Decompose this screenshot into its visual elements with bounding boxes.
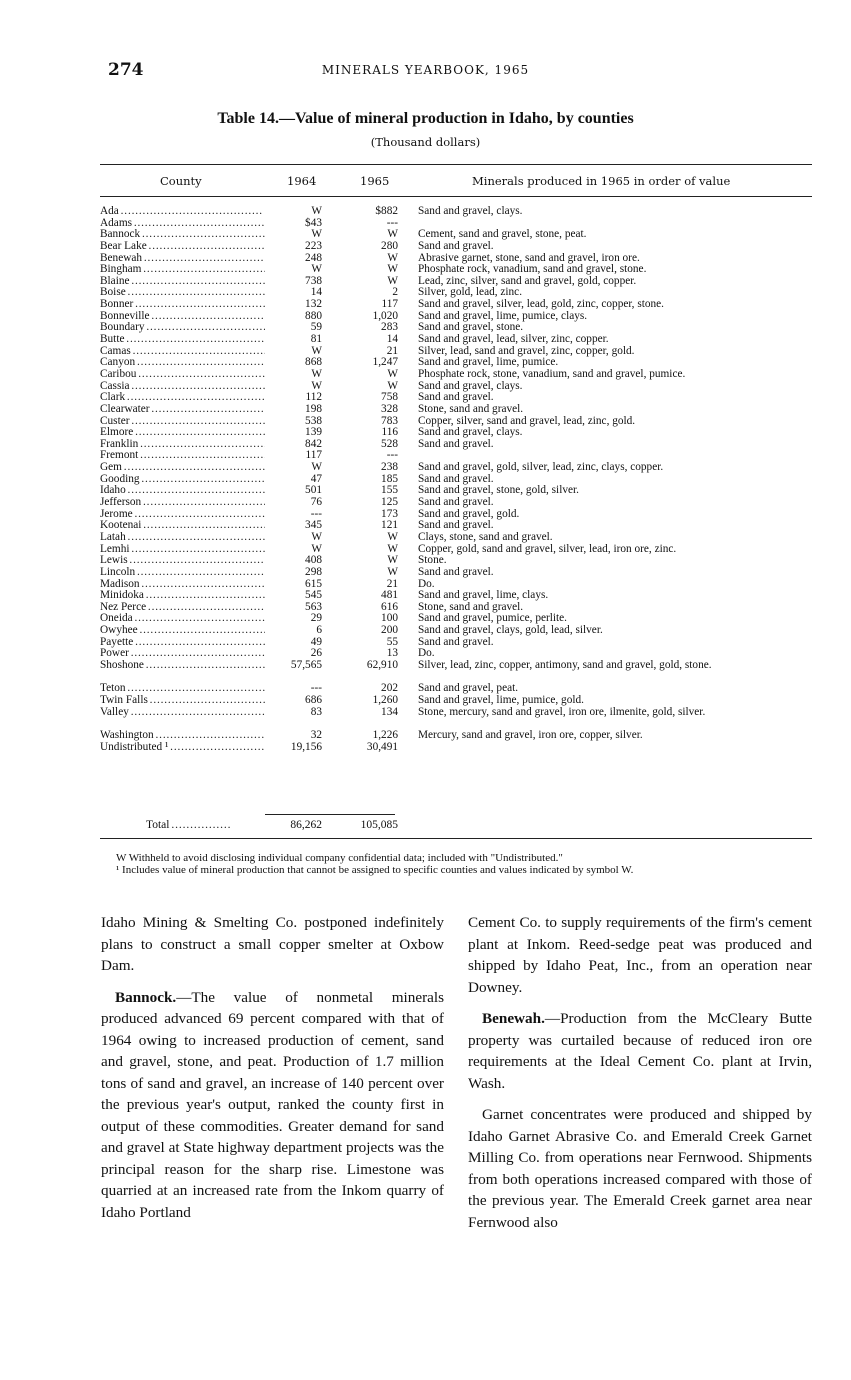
cell-1964: 842: [305, 437, 322, 450]
cell-minerals: Sand and gravel.: [418, 391, 494, 404]
table-body: [100, 206, 812, 753]
cell-1965: W: [387, 228, 398, 241]
table-row: [100, 742, 812, 754]
cell-county: Twin Falls . . .: [100, 695, 265, 707]
cell-1965: 116: [381, 426, 398, 439]
table-row: [100, 334, 812, 346]
cell-1965: 1,020: [372, 309, 398, 322]
cell-minerals: Do.: [418, 577, 435, 590]
cell-1965: 155: [381, 484, 398, 497]
cell-county: Gooding . . .: [100, 474, 265, 486]
cell-1964: 14: [310, 286, 322, 299]
cell-minerals: Sand and gravel, lime, pumice, clays.: [418, 309, 588, 322]
running-head: MINERALS YEARBOOK, 1965: [321, 63, 530, 77]
cell-county: Bonner . . .: [100, 299, 265, 311]
cell-county: Cassia . . .: [100, 381, 265, 393]
cell-county: Camas . . .: [100, 346, 265, 358]
cell-1964: 49: [310, 635, 322, 648]
cell-1964: 545: [305, 589, 322, 602]
paragraph-text: —Production from the McCleary Butte property was curtailed because of reduced iron ore requirements at the Ideal Cement Co. plant at Irvin, Wash.: [468, 1010, 812, 1092]
cell-1965: 121: [381, 519, 398, 532]
cell-minerals: Sand and gravel, gold.: [418, 507, 520, 520]
cell-minerals: Sand and gravel.: [418, 239, 494, 252]
cell-county: Undistributed ¹ . . .: [100, 742, 265, 754]
column-header-1965: 1965: [360, 174, 390, 188]
cell-minerals: Sand and gravel, clays.: [418, 426, 523, 439]
cell-1964: W: [311, 367, 322, 380]
cell-1965: 55: [386, 635, 398, 648]
cell-1965: 758: [381, 391, 398, 404]
table-row: [100, 637, 812, 649]
table-top-rule: [100, 164, 812, 165]
cell-1964: 538: [305, 414, 322, 427]
cell-1964: ---: [310, 507, 322, 520]
section-heading: Benewah.: [482, 1010, 545, 1027]
cell-1965: 328: [381, 402, 398, 415]
cell-1965: 100: [381, 612, 398, 625]
cell-1965: 13: [386, 647, 398, 660]
cell-minerals: Sand and gravel, gold, silver, lead, zinc, clays, copper.: [418, 461, 664, 474]
cell-1964: 248: [305, 251, 322, 264]
cell-1965: W: [387, 367, 398, 380]
cell-minerals: Sand and gravel.: [418, 519, 494, 532]
footnote-1: ¹ Includes value of mineral production that cannot be assigned to specific counties and values indicated by symbol W.: [116, 864, 634, 876]
body-column-right: [468, 912, 812, 1243]
table-header-rule: [100, 196, 812, 197]
column-header-county: County: [160, 174, 202, 188]
cell-county: Valley . . .: [100, 707, 265, 719]
cell-minerals: Silver, gold, lead, zinc.: [418, 286, 523, 299]
cell-minerals: Cement, sand and gravel, stone, peat.: [418, 228, 587, 241]
cell-minerals: Stone, sand and gravel.: [418, 600, 524, 613]
cell-county: Madison . . .: [100, 579, 265, 591]
table-row: [100, 241, 812, 253]
cell-minerals: Silver, lead, sand and gravel, zinc, copper, gold.: [418, 344, 635, 357]
cell-1965: 280: [381, 239, 398, 252]
cell-1965: 1,247: [372, 356, 398, 369]
cell-county: Bannock . . .: [100, 229, 265, 241]
cell-county: Franklin . . .: [100, 439, 265, 451]
cell-1965: 283: [381, 321, 398, 334]
cell-1965: 238: [381, 461, 398, 474]
cell-minerals: Copper, silver, sand and gravel, lead, zinc, gold.: [418, 414, 636, 427]
cell-1965: ---: [386, 216, 398, 229]
cell-minerals: Stone, sand and gravel.: [418, 402, 524, 415]
cell-1965: W: [387, 565, 398, 578]
paragraph-bannock: [101, 987, 444, 1224]
cell-minerals: Sand and gravel, stone, gold, silver.: [418, 484, 579, 497]
cell-1964: 408: [305, 554, 322, 567]
cell-county: Gem . . .: [100, 462, 265, 474]
cell-1965: ---: [386, 449, 398, 462]
cell-1964: ---: [310, 682, 322, 695]
cell-county: Bear Lake . . .: [100, 241, 265, 253]
cell-county: Lincoln . . .: [100, 567, 265, 579]
table-row: [100, 695, 812, 707]
cell-county: Ada . . .: [100, 206, 265, 218]
cell-1965: 185: [381, 472, 398, 485]
cell-1964: 19,156: [290, 740, 322, 753]
cell-1964: W: [311, 228, 322, 241]
cell-1964: W: [311, 344, 322, 357]
cell-county: Caribou . . .: [100, 369, 265, 381]
cell-1964: W: [311, 530, 322, 543]
paragraph: Cement Co. to supply requirements of the firm's cement plant at Inkom. Reed-sedge peat was produced and shipped by Idaho Peat, Inc., from an operation near Downey.: [468, 914, 812, 996]
cell-1965: 21: [386, 344, 398, 357]
cell-1965: 2: [392, 286, 398, 299]
cell-county: Fremont . . .: [100, 450, 265, 462]
cell-county: Boise . . .: [100, 287, 265, 299]
cell-county: Lewis . . .: [100, 555, 265, 567]
cell-1965: 125: [381, 496, 398, 509]
cell-1964: W: [311, 542, 322, 555]
cell-minerals: Clays, stone, sand and gravel.: [418, 530, 553, 543]
cell-1964: 81: [310, 333, 322, 346]
cell-1964: 686: [305, 693, 322, 706]
cell-1964: W: [311, 205, 322, 217]
cell-minerals: Sand and gravel, lead, silver, zinc, copper.: [418, 333, 609, 346]
cell-1964: 59: [310, 321, 322, 334]
cell-minerals: Stone, mercury, sand and gravel, iron ore, ilmenite, gold, silver.: [418, 705, 706, 718]
cell-minerals: Silver, lead, zinc, copper, antimony, sand and gravel, gold, stone.: [418, 658, 712, 671]
cell-minerals: Sand and gravel, lime, pumice.: [418, 356, 559, 369]
cell-county: Nez Perce . . .: [100, 602, 265, 614]
cell-1965: W: [387, 274, 398, 287]
cell-county: Adams . . .: [100, 218, 265, 230]
cell-1964: 615: [305, 577, 322, 590]
cell-1964: W: [311, 263, 322, 276]
paragraph-benewah: [468, 1008, 812, 1094]
column-header-1964: 1964: [287, 174, 317, 188]
cell-1964: 47: [310, 472, 322, 485]
cell-county: Teton . . .: [100, 683, 265, 695]
table-title: Table 14.—Value of mineral production in Idaho, by counties: [217, 110, 634, 127]
cell-minerals: Sand and gravel, clays, gold, lead, silver.: [418, 624, 603, 637]
cell-minerals: Sand and gravel, pumice, perlite.: [418, 612, 568, 625]
cell-county: Payette . . .: [100, 637, 265, 649]
cell-1964: 117: [305, 449, 322, 462]
cell-1964: 29: [310, 612, 322, 625]
table-subtitle: (Thousand dollars): [370, 135, 481, 149]
cell-minerals: Sand and gravel, lime, pumice, gold.: [418, 693, 584, 706]
cell-1964: 345: [305, 519, 322, 532]
cell-1964: 198: [305, 402, 322, 415]
cell-1964: 57,565: [290, 658, 322, 671]
page-header: [108, 60, 743, 84]
cell-1964: 298: [305, 565, 322, 578]
cell-minerals: Lead, zinc, silver, sand and gravel, gold, copper.: [418, 274, 637, 287]
cell-county: Latah . . .: [100, 532, 265, 544]
cell-county: Power . . .: [100, 648, 265, 660]
cell-county: Minidoka . . .: [100, 590, 265, 602]
cell-minerals: Sand and gravel, clays.: [418, 205, 523, 217]
cell-county: Boundary . . .: [100, 322, 265, 334]
cell-1965: 616: [381, 600, 398, 613]
table-row: [100, 625, 812, 637]
cell-minerals: Sand and gravel, silver, lead, gold, zinc, copper, stone.: [418, 298, 664, 311]
cell-minerals: Sand and gravel.: [418, 496, 494, 509]
cell-1964: W: [311, 379, 322, 392]
cell-minerals: Sand and gravel, peat.: [418, 682, 519, 695]
cell-1964: 6: [316, 624, 322, 637]
cell-minerals: Sand and gravel, clays.: [418, 379, 523, 392]
cell-1964: 26: [310, 647, 322, 660]
cell-county: Kootenai . . .: [100, 520, 265, 532]
cell-minerals: Mercury, sand and gravel, iron ore, copper, silver.: [418, 728, 643, 741]
cell-1965: 30,491: [366, 740, 398, 753]
cell-county: Idaho . . .: [100, 485, 265, 497]
cell-minerals: Phosphate rock, vanadium, sand and gravel, stone.: [418, 263, 647, 276]
cell-1965: W: [387, 379, 398, 392]
table-bottom-rule: [100, 838, 812, 839]
footnote-w: W Withheld to avoid disclosing individual company confidential data; included with "Undistributed.": [116, 852, 563, 864]
table-row: [100, 730, 812, 742]
cell-minerals: Sand and gravel, stone.: [418, 321, 524, 334]
cell-1965: 134: [381, 705, 398, 718]
cell-1965: 21: [386, 577, 398, 590]
table-row: [100, 707, 812, 730]
cell-county: Butte . . .: [100, 334, 265, 346]
table-row: [100, 206, 812, 218]
cell-county: Oneida . . .: [100, 613, 265, 625]
cell-1964: 76: [310, 496, 322, 509]
paragraph: Garnet concentrates were produced and shipped by Idaho Garnet Abrasive Co. and Emerald Creek Garnet Milling Co. from operations near Fernwood. Shipments from both operations increased compared with those of the previous year. The Emerald Creek garnet area near Fernwood also: [468, 1106, 812, 1231]
cell-county: Benewah . . .: [100, 253, 265, 265]
cell-minerals: Sand and gravel.: [418, 635, 494, 648]
cell-1964: 563: [305, 600, 322, 613]
table-row: [100, 567, 812, 579]
total-label: Total . . .: [146, 819, 261, 831]
paragraph-text: —The value of nonmetal minerals produced advanced 69 percent compared with that of 1964 owing to increased production of cement, sand and gravel, stone, and peat. Production of 1.7 million tons of sand and gravel, an increase of 140 percent over the previous year's output, ranked the county first in output of these commodities. Greater demand for sand and gravel at State highway department projects was the principal reason for the sharp rise. Limestone was quarried at an increased rate from the Inkom quarry of Idaho Portland: [101, 988, 444, 1221]
cell-1964: 501: [305, 484, 322, 497]
page-number: 274: [108, 60, 144, 80]
cell-1964: 83: [310, 705, 322, 718]
cell-county: Jefferson . . .: [100, 497, 265, 509]
cell-minerals: Sand and gravel.: [418, 472, 494, 485]
cell-1964: 880: [305, 309, 322, 322]
table-row: [100, 462, 812, 474]
cell-1965: W: [387, 263, 398, 276]
table-row: [100, 497, 812, 509]
cell-1964: 112: [305, 391, 322, 404]
cell-minerals: Phosphate rock, stone, vanadium, sand and gravel, pumice.: [418, 367, 686, 380]
table-row: [100, 544, 812, 556]
cell-1965: 173: [381, 507, 398, 520]
cell-1965: 783: [381, 414, 398, 427]
cell-county: Clearwater . . .: [100, 404, 265, 416]
cell-county: Bingham . . .: [100, 264, 265, 276]
cell-county: Jerome . . .: [100, 509, 265, 521]
cell-1965: 202: [381, 682, 398, 695]
cell-1965: 62,910: [366, 658, 398, 671]
cell-1964: 139: [305, 426, 322, 439]
cell-minerals: Do.: [418, 647, 435, 660]
cell-1965: W: [387, 251, 398, 264]
cell-county: Blaine . . .: [100, 276, 265, 288]
cell-1965: W: [387, 554, 398, 567]
cell-1964: 738: [305, 274, 322, 287]
table-row: [100, 660, 812, 683]
cell-minerals: Sand and gravel.: [418, 565, 494, 578]
cell-minerals: Stone.: [418, 554, 447, 567]
total-1964: 86,262: [290, 819, 322, 831]
cell-county: Owyhee . . .: [100, 625, 265, 637]
cell-1965: 1,226: [372, 728, 398, 741]
cell-1965: 481: [381, 589, 398, 602]
table-row: [100, 532, 812, 544]
cell-1964: W: [311, 461, 322, 474]
cell-1965: W: [387, 530, 398, 543]
cell-1964: 223: [305, 239, 322, 252]
cell-minerals: Copper, gold, sand and gravel, silver, lead, iron ore, zinc.: [418, 542, 677, 555]
cell-minerals: Sand and gravel.: [418, 437, 494, 450]
paragraph: Idaho Mining & Smelting Co. postponed indefinitely plans to construct a small copper smelter at Oxbow Dam.: [101, 914, 444, 974]
cell-1964: $43: [305, 216, 322, 229]
section-heading: Bannock.: [115, 988, 177, 1006]
cell-1965: W: [387, 542, 398, 555]
cell-1964: 32: [310, 728, 322, 741]
cell-county: Custer . . .: [100, 416, 265, 428]
cell-county: Elmore . . .: [100, 427, 265, 439]
cell-minerals: Abrasive garnet, stone, sand and gravel, iron ore.: [418, 251, 640, 264]
cell-1964: 868: [305, 356, 322, 369]
cell-1965: 1,260: [372, 693, 398, 706]
cell-1965: 200: [381, 624, 398, 637]
cell-county: Bonneville . . .: [100, 311, 265, 323]
cell-county: Washington . . .: [100, 730, 265, 742]
total-1965: 105,085: [360, 819, 398, 831]
table-row: [100, 404, 812, 416]
table-row: [100, 369, 812, 381]
cell-1965: $882: [375, 205, 398, 217]
cell-county: Canyon . . .: [100, 357, 265, 369]
column-header-minerals: Minerals produced in 1965 in order of value: [472, 174, 731, 188]
cell-1964: 132: [305, 298, 322, 311]
body-column-left: [101, 912, 444, 1233]
table-row: [100, 439, 812, 451]
cell-county: Clark . . .: [100, 392, 265, 404]
cell-minerals: Sand and gravel, lime, clays.: [418, 589, 549, 602]
table-total-row: [100, 819, 812, 833]
cell-county: Shoshone . . .: [100, 660, 265, 672]
cell-1965: 117: [381, 298, 398, 311]
cell-1965: 528: [381, 437, 398, 450]
sum-rule: [265, 814, 395, 815]
cell-county: Lemhi . . .: [100, 544, 265, 556]
cell-1965: 14: [386, 333, 398, 346]
